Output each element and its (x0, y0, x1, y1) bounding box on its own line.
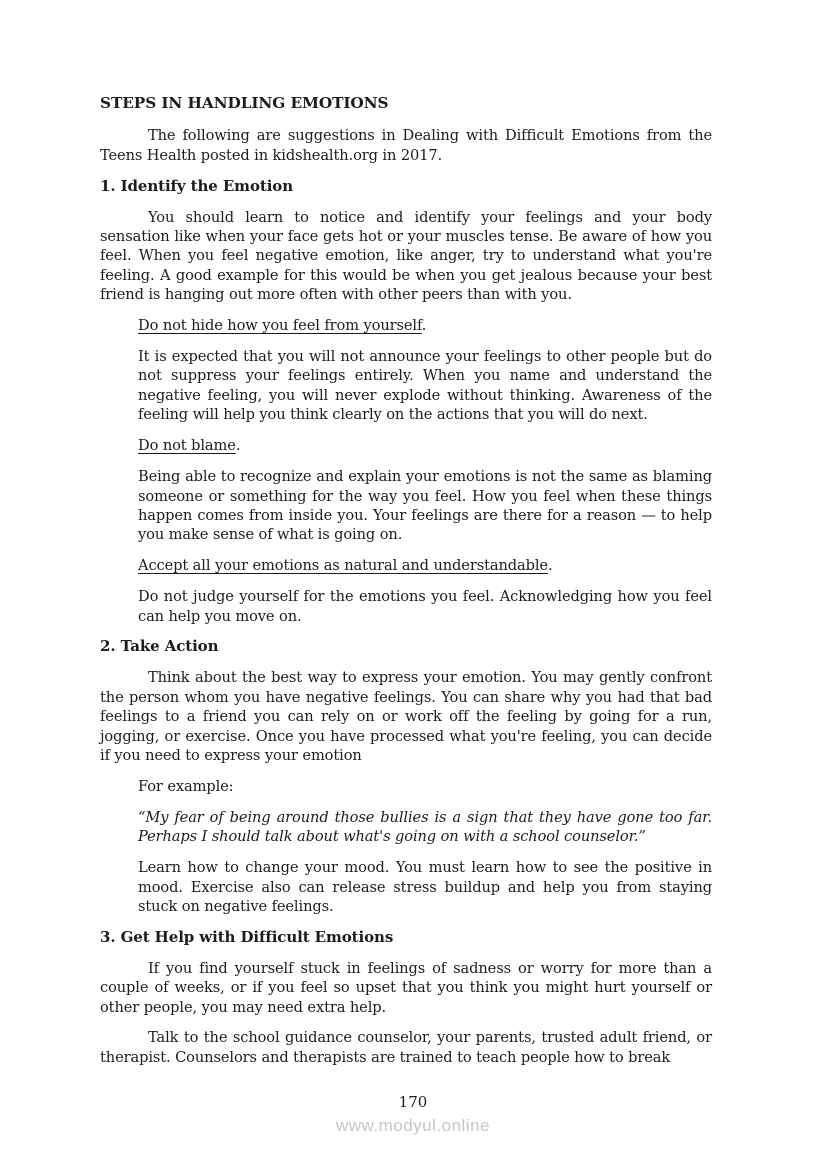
section1-heading: 1. Identify the Emotion (100, 176, 294, 195)
subsection3-body: Do not judge yourself for the emotions you feel. Acknowledging how you feel can help you move on. (138, 588, 712, 625)
subsection1-title-text: Do not hide how you feel from yourself (138, 317, 422, 335)
intro-paragraph: The following are suggestions in Dealing with Difficult Emotions from the Teens Health posted in kidshealth.org in 2017. (100, 127, 712, 164)
subsection2-title (138, 436, 712, 455)
section3-paragraph-1: If you find yourself stuck in feelings of sadness or worry for more than a couple of weeks, or if you feel so upset that you think you might hurt yourself or other people, you may need extra help. (100, 959, 712, 1016)
subsection3-title (138, 556, 712, 575)
section3-heading: 3. Get Help with Difficult Emotions (100, 927, 394, 946)
subsection1-title (138, 316, 712, 335)
subsection3-title-text: Accept all your emotions as natural and understandable (138, 557, 548, 575)
section1-lead-paragraph: You should learn to notice and identify your feelings and your body sensation like when your face gets hot or your muscles tense. Be aware of how you feel. When you feel negative emotion, like anger, try to understand what you're feeling. A good example for this would be when you get jealous because your best friend is hanging out more often with other peers than with you. (100, 208, 712, 304)
watermark-text: www.modyul.online (335, 1116, 490, 1135)
subsection2-title-period: . (235, 437, 241, 455)
page-footer (0, 1093, 826, 1136)
page-content (100, 94, 712, 1079)
example-label: For example: (138, 777, 234, 795)
subsection3-title-period: . (547, 557, 553, 575)
subsection1-title-period: . (421, 317, 427, 335)
section2-subsections (138, 777, 712, 916)
example-quote: “My fear of being around those bullies is a sign that they have gone too far. Perhaps I should talk about what's going on with a school counselor.” (138, 808, 712, 846)
page-number: 170 (398, 1093, 428, 1111)
section2-body-paragraph: Learn how to change your mood. You must learn how to see the positive in mood. Exercise also can release stress buildup and help you from staying stuck on negative feelings. (138, 859, 712, 915)
subsection1-body: It is expected that you will not announce your feelings to other people but do not suppress your feelings entirely. When you name and understand the negative feeling, you will never explode without thinking. Awareness of the feeling will help you think clearly on the actions that you will do next. (138, 348, 712, 424)
section1-subsections (138, 316, 712, 626)
page-title: STEPS IN HANDLING EMOTIONS (100, 94, 389, 112)
section3-paragraph-2: Talk to the school guidance counselor, your parents, trusted adult friend, or therapist. Counselors and therapists are trained to teach people how to break (100, 1029, 712, 1066)
subsection2-title-text: Do not blame (138, 437, 236, 455)
section2-lead-paragraph: Think about the best way to express your emotion. You may gently confront the person whom you have negative feelings. You can share why you had that bad feelings to a friend you can rely on or work off the feeling by going for a run, jogging, or exercise. Once you have processed what you're feeling, you can decide if you need to express your emotion (100, 669, 712, 764)
subsection2-body: Being able to recognize and explain your emotions is not the same as blaming someone or something for the way you feel. How you feel when these things happen comes from inside you. Your feelings are there for a reason — to help you make sense of what is going on. (138, 468, 712, 544)
section2-heading: 2. Take Action (100, 637, 219, 656)
